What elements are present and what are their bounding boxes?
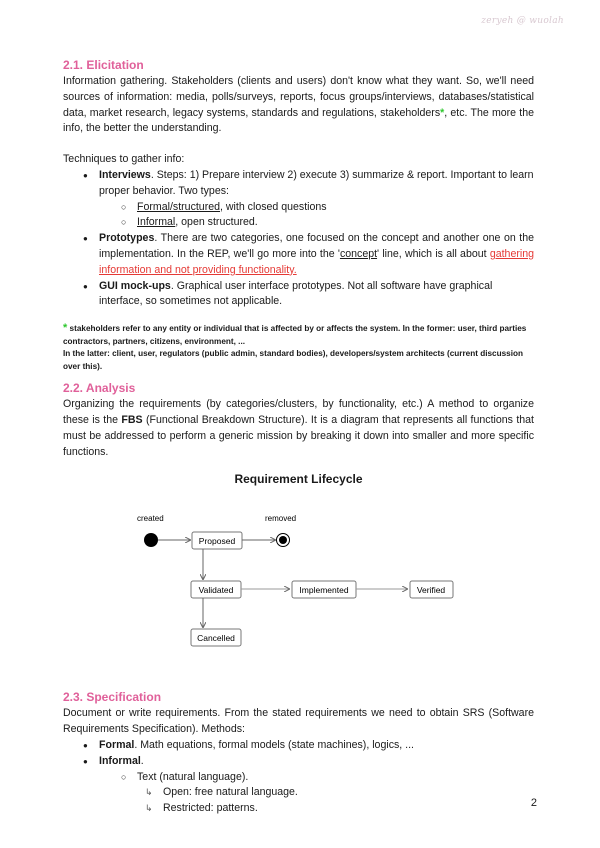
- techniques-list: [63, 168, 534, 310]
- list-item: ↳ Open: free natural language.: [163, 785, 534, 800]
- footnote: * stakeholders refer to any entity or individual that is affected by or affects the system. In the former: user, third parties contractors, partners, citizens, environment, ... In the latter: client, user, regulators (public admin, standard bodies), developers/system architects (current discussion over this).: [63, 322, 527, 371]
- analysis-text: Organizing the requirements (by categories/clusters, by functionality, etc.) A method to organize these is the FBS (Functional Breakdown Structure). It is a diagram that represents all functions that must be addressed to perform a generic mission by breaking it down into smaller and more specific functions.: [63, 398, 534, 458]
- list-item: ○ Informal, open structured.: [137, 215, 534, 231]
- validated-label: Validated: [198, 585, 234, 596]
- analysis-heading: 2.2. Analysis: [63, 381, 136, 396]
- elicitation-heading: 2.1. Elicitation: [63, 58, 144, 72]
- cancelled-label: Cancelled: [197, 633, 235, 644]
- text-types-list: [99, 785, 534, 816]
- methods-list: [63, 738, 534, 816]
- list-item: ● Informal. ○ Text (natural language). ↳ Open: free natural language. ↳ Restricted: patterns.: [99, 754, 534, 816]
- list-item: ● GUI mock-ups. Graphical user interface prototypes. Not all software have graphical interface, so sometimes not applicable.: [99, 279, 534, 311]
- informal-list: [99, 770, 534, 786]
- implemented-label: Implemented: [299, 585, 349, 596]
- footnote-marker: *: [440, 106, 445, 119]
- list-item: ○ Text (natural language).: [137, 770, 534, 786]
- document-page: [63, 58, 534, 816]
- watermark: zeryeh @ wuolah: [481, 16, 564, 26]
- list-item: ● Prototypes. There are two categories, one focused on the concept and another one on the implementation. In the REP, we'll go more into the 'concept' line, which is all about gathering information and not providing functionality.: [99, 231, 534, 278]
- lifecycle-diagram: [63, 490, 534, 690]
- verified-label: Verified: [416, 585, 446, 596]
- list-item: ↳ Restricted: patterns.: [163, 801, 534, 816]
- list-item: ● Formal. Math equations, formal models (state machines), logics, ...: [99, 738, 534, 754]
- page-number: 2: [530, 797, 537, 809]
- diagram-title: Requirement Lifecycle: [234, 472, 363, 487]
- specification-text: Document or write requirements. From the stated requirements we need to obtain SRS (Software Requirements Specification). Methods:: [63, 707, 534, 736]
- list-item: ● Interviews. Steps: 1) Prepare interview 2) execute 3) summarize & report. Important to learn proper behavior. Two types: ○ Formal/structured, with closed questions ○ Informal, open structured.: [99, 168, 534, 231]
- interview-types-list: [99, 200, 534, 232]
- removed-label: removed: [265, 514, 297, 524]
- elicitation-intro: Information gathering. Stakeholders (clients and users) don't know what they want. So, we'll need sources of information: media, polls/surveys, reports, focus groups/interviews, databases/statistical data, market research, legacy systems, standards and regulations, stakeholders*, etc. The more the info, the better the understanding.: [63, 75, 535, 135]
- initial-node: [144, 533, 158, 547]
- techniques-label: Techniques to gather info:: [63, 153, 185, 166]
- proposed-label: Proposed: [198, 536, 236, 547]
- created-label: created: [137, 514, 164, 524]
- list-item: ○ Formal/structured, with closed questions: [137, 200, 534, 216]
- specification-heading: 2.3. Specification: [63, 690, 162, 705]
